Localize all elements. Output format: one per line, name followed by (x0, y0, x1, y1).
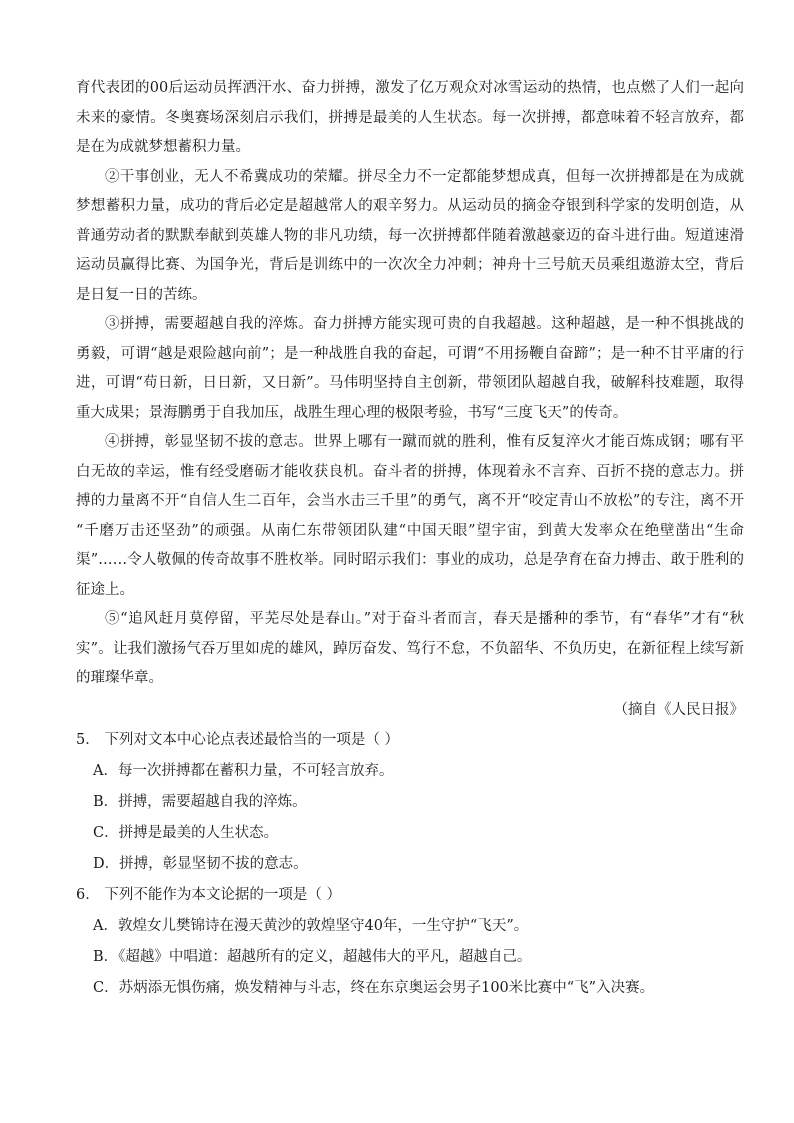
paragraph-2 (76, 163, 744, 311)
paragraph-line: ④拼搏，彰显坚韧不拔的意志。世界上哪有一蹴而就的胜利，惟有反复淬火才能百炼成钢；哪有平 (105, 434, 744, 450)
paragraph-line: ⑤“追风赶月莫停留，平芜尽处是春山。”对于奋斗者而言，春天是播种的季节，有“春华”才有“秋 (105, 611, 744, 627)
paragraph-5 (76, 605, 744, 694)
answer-option-a: A．敦煌女儿樊锦诗在漫天黄沙的敦煌坚守40年，一生守护“飞天”。 (93, 918, 529, 934)
paragraph-line: 渠”……令人敬佩的传奇故事不胜枚举。同时昭示我们：事业的成功，总是孕育在奋力搏击、敢于胜利的 (76, 552, 744, 568)
answer-option-b: B．《超越》中唱道：超越所有的定义，超越伟大的平凡，超越自己。 (93, 949, 532, 965)
paragraph-line: 重大成果；景海鹏勇于自我加压，战胜生理心理的极限考验，书写“三度飞天”的传奇。 (76, 404, 628, 421)
answer-option-a: A．每一次拼搏都在蓄积力量，不可轻言放弃。 (93, 763, 394, 779)
paragraph-line: 育代表团的00后运动员挥洒汗水、奋力拼搏，激发了亿万观众对冰雪运动的热情，也点燃了人们一起向 (76, 80, 744, 96)
answer-option-c: C．苏炳添无惧伤痛，焕发精神与斗志，终在东京奥运会男子100米比赛中“飞”入决赛。 (93, 980, 655, 996)
paragraph-intro (76, 74, 744, 163)
paragraph-line: ③拼搏，需要超越自我的淬炼。奋力拼搏方能实现可贵的自我超越。这种超越，是一种不惧挑战的 (105, 316, 744, 332)
paragraph-line: 是在为成就梦想蓄积力量。 (76, 139, 250, 155)
question-5 (76, 725, 744, 880)
article-source: （摘自《人民日报》 (613, 701, 744, 718)
paragraph-line: 进，可谓“苟日新，日日新，又日新”。马伟明坚持自主创新，带领团队超越自我，破解科技难题，取得 (76, 375, 744, 391)
paragraph-line: 运动员赢得比赛、为国争光，背后是训练中的一次次全力冲刺；神舟十三号航天员乘组遨游太空，背后 (76, 257, 744, 273)
paragraph-line: ②干事创业，无人不希冀成功的荣耀。拼尽全力不一定都能梦想成真，但每一次拼搏都是在为成就 (105, 168, 744, 185)
paragraph-3 (76, 310, 744, 428)
paragraph-line: 未来的豪情。冬奥赛场深刻启示我们，拼搏是最美的人生状态。每一次拼搏，都意味着不轻言放弃，都 (76, 109, 744, 126)
paragraph-line: 的璀璨华章。 (76, 670, 163, 686)
question-6 (76, 880, 744, 1004)
paragraph-line: 征途上。 (76, 581, 134, 598)
paragraph-line: 是日复一日的苦练。 (76, 286, 207, 303)
paragraph-line: 普通劳动者的默默奉献到英雄人物的非凡功绩，每一次拼搏都伴随着激越豪迈的奋斗进行曲。短道速滑 (76, 227, 744, 244)
paragraph-line: 白无故的幸运，惟有经受磨砺才能收获良机。奋斗者的拼搏，体现着永不言弃、百折不挠的意志力。拼 (76, 463, 744, 480)
paragraph-line: “千磨万击还坚劲”的顽强。从南仁东带领团队建“中国天眼”望宇宙，到黄大发率众在绝壁凿出“生命 (76, 522, 744, 539)
paragraph-line: 搏的力量离不开“自信人生二百年，会当水击三千里”的勇气，离不开“咬定青山不放松”的专注，离不开 (76, 493, 744, 509)
answer-option-c: C．拼搏是最美的人生状态。 (93, 825, 279, 841)
document-page (76, 74, 744, 1004)
answer-option-d: D．拼搏，彰显坚韧不拔的意志。 (93, 856, 308, 872)
question-stem: 6． 下列不能作为本文论据的一项是（ ） (76, 887, 341, 903)
paragraph-line: 梦想蓄积力量，成功的背后必定是超越常人的艰辛努力。从运动员的摘金夺银到科学家的发明创造，从 (76, 198, 744, 214)
paragraph-line: 勇毅，可谓“越是艰险越向前”；是一种战胜自我的奋起，可谓“不用扬鞭自奋蹄”；是一种不甘平庸的行 (76, 345, 744, 362)
answer-option-b: B．拼搏，需要超越自我的淬炼。 (93, 794, 307, 810)
question-stem: 5． 下列对文本中心论点表述最恰当的一项是（ ） (76, 732, 399, 748)
paragraph-line: 实”。让我们激扬气吞万里如虎的雄风，踔厉奋发、笃行不怠，不负韶华、不负历史，在新征程上续写新 (76, 640, 744, 657)
paragraph-4 (76, 428, 744, 605)
